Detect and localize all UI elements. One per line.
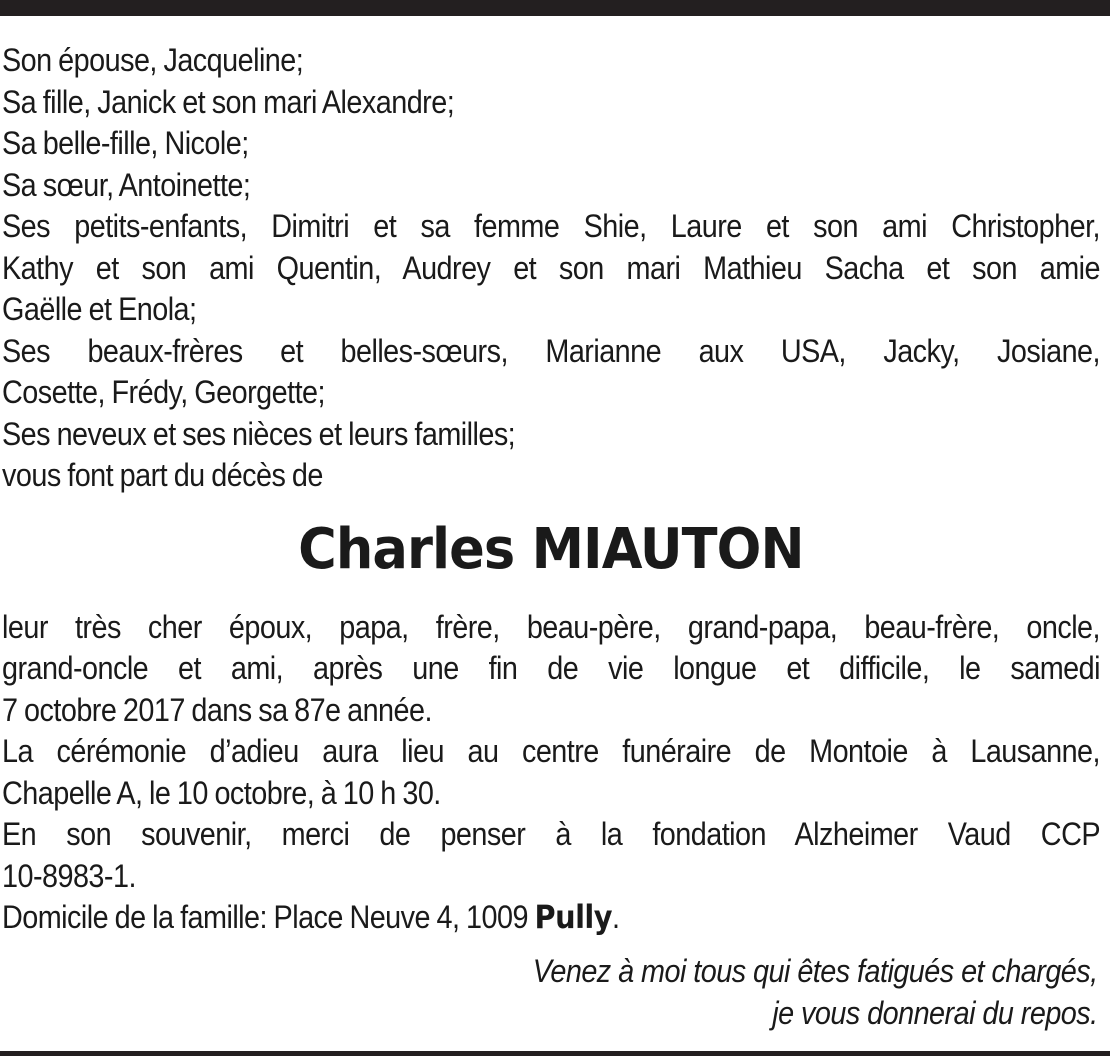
domicile-line: [2, 897, 1100, 939]
bottom-rule: [0, 1051, 1110, 1056]
deceased-name: Charles MIAUTON: [298, 516, 804, 582]
family-line: Son épouse, Jacqueline;: [2, 42, 304, 78]
top-rule: [0, 0, 1110, 16]
family-line: Sa fille, Janick et son mari Alexandre;: [2, 83, 455, 120]
domicile-prefix: Domicile de la famille: Place Neuve 4, 1009: [2, 899, 535, 935]
obituary-notice: [2, 40, 1100, 939]
family-line: Kathy et son ami Quentin, Audrey et son mari Mathieu Sacha et son amie: [2, 249, 1100, 286]
family-line: Ses petits-enfants, Dimitri et sa femme Shie, Laure et son ami Christopher,: [2, 208, 1100, 244]
domicile-suffix: .: [611, 899, 620, 935]
body-line: leur très cher époux, papa, frère, beau-père, grand-papa, beau-frère, oncle,: [2, 608, 1100, 645]
family-line: Cosette, Frédy, Georgette;: [2, 374, 325, 410]
family-line: Gaëlle et Enola;: [2, 291, 197, 327]
body-line: Chapelle A, le 10 octobre, à 10 h 30.: [2, 774, 441, 811]
closing-verse: [470, 950, 1098, 1034]
verse-line: je vous donnerai du repos.: [772, 995, 1098, 1031]
family-line: Sa belle-fille, Nicole;: [2, 125, 249, 161]
body-line: grand-oncle et ami, après une fin de vie longue et difficile, le samedi: [2, 650, 1100, 686]
announcement-line: vous font part du décès de: [2, 457, 323, 493]
domicile-town: Pully: [534, 898, 612, 936]
body-line: En son souvenir, merci de penser à la fondation Alzheimer Vaud CCP: [2, 816, 1100, 852]
body-line: La cérémonie d’adieu aura lieu au centre funéraire de Montoie à Lausanne,: [2, 733, 1100, 769]
body-line: 7 octobre 2017 dans sa 87e année.: [2, 691, 432, 728]
family-line: Sa sœur, Antoinette;: [2, 166, 251, 203]
family-line: Ses beaux-frères et belles-sœurs, Marianne aux USA, Jacky, Josiane,: [2, 332, 1100, 369]
deceased-name-block: [2, 511, 1100, 589]
family-line: Ses neveux et ses nièces et leurs familles;: [2, 415, 516, 452]
body-line: 10-8983-1.: [2, 857, 136, 894]
verse-line: Venez à moi tous qui êtes fatigués et chargés,: [533, 953, 1098, 989]
